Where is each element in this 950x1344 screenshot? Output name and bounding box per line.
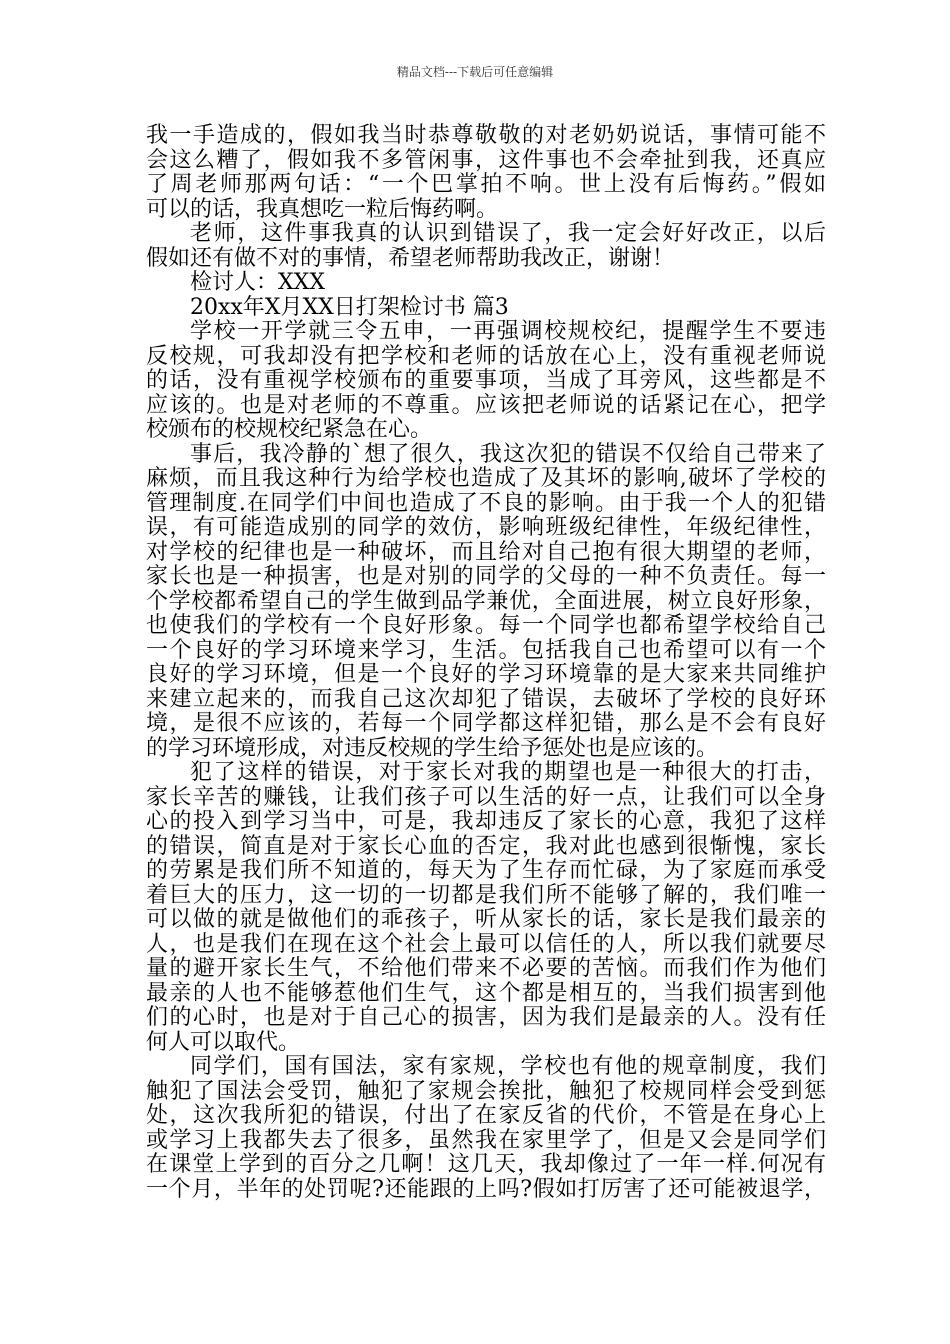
text-line: 触犯了国法会受罚，触犯了家规会挨批，触犯了校规同样会受到惩	[146, 1078, 826, 1104]
text-line: 也使我们的学校有一个良好形象。每一个同学也都希望学校给自己	[146, 613, 826, 638]
text-line: 校颁布的校规校纪紧急在心。	[146, 417, 433, 442]
text-line: 的学习环境形成，对违反校规的学生给予惩处也是应该的。	[146, 735, 719, 761]
text-line: 心的投入到学习当中，可是，我却违反了家长的心意，我犯了这样	[146, 809, 826, 834]
text-line: 处，这次我所犯的错误，付出了在家反省的代价，不管是在身心上	[146, 1103, 826, 1128]
text-line: 了周老师那两句话：“一个巴掌拍不响。世上没有后悔药。”假如	[146, 172, 826, 197]
page-header: 精品文档---下载后可任意编辑	[396, 65, 554, 79]
text-line: 假如还有做不对的事情，希望老师帮助我改正，谢谢！	[146, 245, 675, 271]
text-line: 的错误，简直是对于家长心血的否定，我对此也感到很惭愧，家长	[146, 833, 826, 859]
text-line: 最亲的人也不能够惹他们生气，这个都是相互的，当我们损害到他	[146, 980, 826, 1006]
text-line: 学校一开学就三令五申，一再强调校规校纪，提醒学生不要违	[190, 319, 826, 344]
text-line: 的劳累是我们所不知道的，每天为了生存而忙碌，为了家庭而承受	[146, 858, 826, 883]
text-line: 来建立起来的，而我自己这次却犯了错误，去破坏了学校的良好环	[146, 686, 826, 712]
paragraph	[146, 271, 826, 296]
text-line: 同学们，国有国法，家有家规，学校也有他的规章制度，我们	[190, 1054, 826, 1079]
paragraph	[146, 124, 826, 222]
text-line: 麻烦，而且我这种行为给学校也造成了及其坏的影响,破坏了学校的	[146, 466, 826, 491]
text-line: 家长辛苦的赚钱，让我们孩子可以生活的好一点，让我们可以全身	[146, 784, 826, 810]
text-line: 个学校都希望自己的学生做到品学兼优，全面进展，树立良好形象，	[146, 588, 826, 614]
text-line: 误，有可能造成别的同学的效仿，影响班级纪律性，年级纪律性，	[146, 515, 826, 540]
paragraph	[146, 1055, 826, 1202]
text-line: 对学校的纪律也是一种破坏，而且给对自己抱有很大期望的老师，	[146, 539, 826, 565]
text-line: 人，也是我们在现在这个社会上最可以信任的人，所以我们就要尽	[146, 931, 826, 957]
text-line: 的话，没有重视学校颁布的重要事项，当成了耳旁风，这些都是不	[146, 368, 826, 393]
paragraph	[146, 296, 826, 321]
text-line: 老师，这件事我真的认识到错误了，我一定会好好改正，以后	[190, 221, 826, 246]
paragraph	[146, 320, 826, 443]
text-line: 境，是很不应该的，若每一个同学都这样犯错，那么是不会有良好	[146, 711, 826, 736]
paragraph	[146, 761, 826, 1055]
text-line: 反校规，可我却没有把学校和老师的话放在心上，没有重视老师说	[146, 343, 826, 369]
text-line: 20xx年X月XX日打架检讨书 篇3	[190, 294, 509, 320]
text-line: 检讨人：XXX	[190, 270, 325, 295]
paragraph	[146, 222, 826, 271]
text-line: 可以的话，我真想吃一粒后悔药啊。	[146, 196, 499, 222]
text-line: 一个月，半年的处罚呢?还能跟的上吗?假如打厉害了还可能被退学，	[146, 1176, 826, 1202]
text-line: 可以做的就是做他们的乖孩子，听从家长的话，家长是我们最亲的	[146, 907, 826, 932]
text-line: 着巨大的压力，这一切的一切都是我们所不能够了解的，我们唯一	[146, 882, 826, 908]
text-line: 管理制度.在同学们中间也造成了不良的影响。由于我一个人的犯错	[146, 490, 826, 516]
text-line: 家长也是一种损害，也是对别的同学的父母的一种不负责任。每一	[146, 564, 826, 589]
paragraph	[146, 443, 826, 762]
text-line: 或学习上我都失去了很多，虽然我在家里学了，但是又会是同学们	[146, 1127, 826, 1153]
text-line: 量的避开家长生气，不给他们带来不必要的苦恼。而我们作为他们	[146, 956, 826, 981]
text-line: 良好的学习环境，但是一个良好的学习环境靠的是大家来共同维护	[146, 662, 826, 687]
text-line: 会这么糟了，假如我不多管闲事，这件事也不会牵扯到我，还真应	[146, 147, 826, 173]
document-body	[146, 124, 826, 1202]
text-line: 事后，我冷静的`想了很久，我这次犯的错误不仅给自己带来了	[190, 441, 826, 467]
text-line: 我一手造成的，假如我当时恭尊敬敬的对老奶奶说话，事情可能不	[146, 123, 826, 148]
text-line: 何人可以取代。	[146, 1029, 301, 1055]
text-line: 应该的。也是对老师的不尊重。应该把老师说的话紧记在心，把学	[146, 392, 826, 418]
text-line: 犯了这样的错误，对于家长对我的期望也是一种很大的打击，	[190, 760, 826, 785]
text-line: 们的心时，也是对于自己心的损害，因为我们是最亲的人。没有任	[146, 1005, 826, 1030]
text-line: 一个良好的学习环境来学习，生活。包括我自己也希望可以有一个	[146, 637, 826, 663]
text-line: 在课堂上学到的百分之几啊！这几天，我却像过了一年一样.何况有	[146, 1152, 826, 1177]
